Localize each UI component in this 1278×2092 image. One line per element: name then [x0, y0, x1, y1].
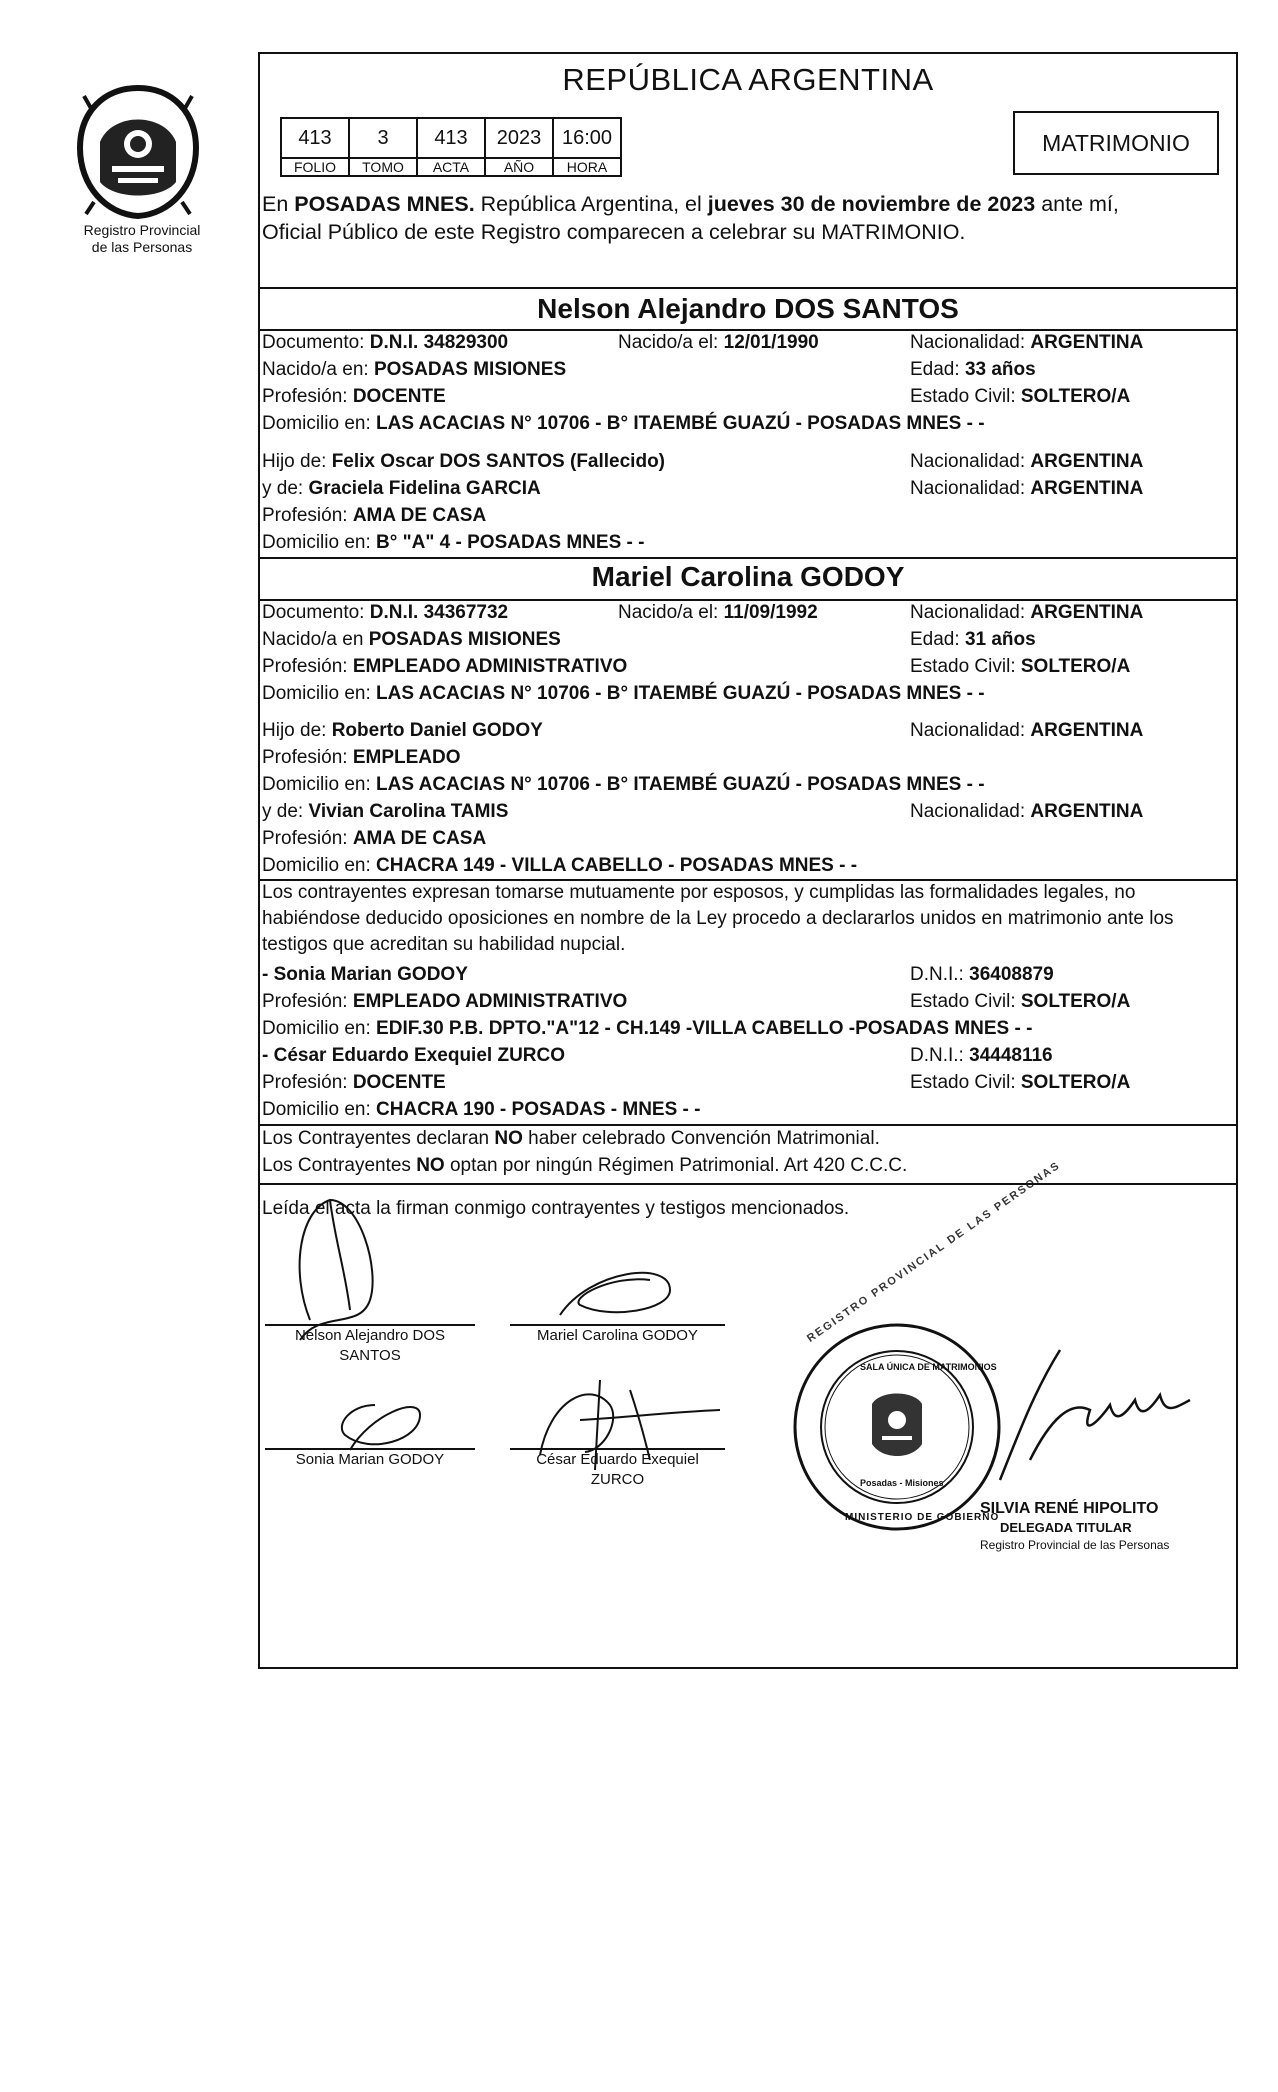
spouse2-mother-address: Domicilio en: CHACRA 149 - VILLA CABELLO - POSADAS MNES - -	[262, 855, 858, 876]
declaration-text: Los contrayentes expresan tomarse mutuamente por esposos, y cumplidas las formalidades legales, no habiéndose deducido oposiciones en nombre de la Ley procedo a declararlos unidos en matrimonio ante los testigos que acreditan su habilidad nupcial.	[262, 882, 1174, 955]
folio-label: FOLIO	[281, 158, 349, 176]
intro-place: POSADAS MNES.	[294, 192, 475, 216]
convention-line1: Los Contrayentes declaran NO haber celebrado Convención Matrimonial.	[262, 1128, 880, 1149]
seal-bottom-text: MINISTERIO DE GOBIERNO	[845, 1512, 1000, 1523]
spouse1-father-nationality: Nacionalidad: ARGENTINA	[910, 451, 1144, 472]
spouse1-name: Nelson Alejandro DOS SANTOS	[537, 293, 959, 324]
anio-value: 2023	[485, 118, 553, 158]
witness2-profession: Profesión: DOCENTE	[262, 1072, 446, 1093]
signature-cesar	[540, 1380, 720, 1470]
officer-name: SILVIA RENÉ HIPOLITO	[980, 1500, 1159, 1517]
signature-label-2: Mariel Carolina GODOY	[537, 1327, 698, 1344]
spouse2-doc: Documento: D.N.I. 34367732	[262, 602, 509, 623]
registry-caption	[62, 222, 222, 256]
spouse2-nationality: Nacionalidad: ARGENTINA	[910, 602, 1144, 623]
signature-nelson	[300, 1200, 373, 1340]
spouse1-age: Edad: 33 años	[910, 359, 1036, 380]
registry-logo	[72, 82, 204, 222]
spouse1-father: Hijo de: Felix Oscar DOS SANTOS (Fallecido)	[262, 451, 666, 472]
spouse2-father-profession: Profesión: EMPLEADO	[262, 747, 461, 768]
signature-sonia	[342, 1405, 420, 1450]
witness2-civil-status: Estado Civil: SOLTERO/A	[910, 1072, 1131, 1093]
tomo-value: 3	[349, 118, 417, 158]
spouse1-birthplace: Nacido/a en: POSADAS MISIONES	[262, 359, 567, 380]
signature-label-3: Sonia Marian GODOY	[295, 1451, 445, 1468]
spouse1-mother-nationality: Nacionalidad: ARGENTINA	[910, 478, 1144, 499]
spouse1-address: Domicilio en: LAS ACACIAS N° 10706 - B° ITAEMBÉ GUAZÚ - POSADAS MNES - -	[262, 413, 985, 434]
spouse1-born: Nacido/a el: 12/01/1990	[618, 332, 819, 353]
folio-value: 413	[281, 118, 349, 158]
spouse2-mother: y de: Vivian Carolina TAMIS	[262, 801, 509, 822]
convention-line2: Los Contrayentes NO optan por ningún Régimen Patrimonial. Art 420 C.C.C.	[262, 1155, 908, 1176]
officer-org: Registro Provincial de las Personas	[980, 1538, 1170, 1552]
officer-signature	[990, 1330, 1210, 1490]
divider	[258, 557, 1238, 559]
witness2-address: Domicilio en: CHACRA 190 - POSADAS - MNES - -	[262, 1099, 701, 1120]
spouse1-mother: y de: Graciela Fidelina GARCIA	[262, 478, 541, 499]
spouse2-mother-profession: Profesión: AMA DE CASA	[262, 828, 487, 849]
spouse2-age: Edad: 31 años	[910, 629, 1036, 650]
spouse2-birthplace: Nacido/a en POSADAS MISIONES	[262, 629, 561, 650]
divider	[258, 287, 1238, 289]
spouse1-profession: Profesión: DOCENTE	[262, 386, 446, 407]
witness1-civil-status: Estado Civil: SOLTERO/A	[910, 991, 1131, 1012]
witness1-dni: D.N.I.: 36408879	[910, 964, 1054, 985]
witness1-name: - Sonia Marian GODOY	[262, 964, 468, 985]
witness1-profession: Profesión: EMPLEADO ADMINISTRATIVO	[262, 991, 628, 1012]
spouse1-parents-address: Domicilio en: B° "A" 4 - POSADAS MNES - -	[262, 532, 645, 553]
officer-title: DELEGADA TITULAR	[1000, 1520, 1132, 1535]
spouse2-father-nationality: Nacionalidad: ARGENTINA	[910, 720, 1144, 741]
spouse2-father-address: Domicilio en: LAS ACACIAS N° 10706 - B° ITAEMBÉ GUAZÚ - POSADAS MNES - -	[262, 774, 985, 795]
act-identifiers	[280, 117, 622, 177]
closing-text: Leída el acta la firman conmigo contrayentes y testigos mencionados.	[262, 1198, 850, 1219]
seal-inner-text: SALA ÚNICA DE MATRIMONIOS	[860, 1362, 997, 1372]
spouse1-doc: Documento: D.N.I. 34829300	[262, 332, 509, 353]
official-seal	[790, 1320, 1005, 1535]
handwritten-signatures	[250, 1180, 810, 1480]
signature-label-4: César Eduardo Exequiel ZURCO	[536, 1451, 699, 1488]
spouse2-profession: Profesión: EMPLEADO ADMINISTRATIVO	[262, 656, 628, 677]
intro-date: jueves 30 de noviembre de 2023	[707, 192, 1036, 216]
seal-ring-text: REGISTRO PROVINCIAL DE LAS PERSONAS	[805, 1159, 1063, 1345]
witness2-name: - César Eduardo Exequiel ZURCO	[262, 1045, 566, 1066]
spouse2-mother-nationality: Nacionalidad: ARGENTINA	[910, 801, 1144, 822]
spouse1-civil-status: Estado Civil: SOLTERO/A	[910, 386, 1131, 407]
spouse2-father: Hijo de: Roberto Daniel GODOY	[262, 720, 543, 741]
witness1-address: Domicilio en: EDIF.30 P.B. DPTO."A"12 - CH.149 -VILLA CABELLO -POSADAS MNES - -	[262, 1018, 1033, 1039]
registry-caption-line2: de las Personas	[91, 239, 193, 255]
spouse2-civil-status: Estado Civil: SOLTERO/A	[910, 656, 1131, 677]
spouse1-mother-profession: Profesión: AMA DE CASA	[262, 505, 487, 526]
document-title: REPÚBLICA ARGENTINA	[562, 62, 934, 97]
tomo-label: TOMO	[349, 158, 417, 176]
signature-label-1: Nelson Alejandro DOS SANTOS	[294, 1327, 446, 1364]
registry-caption-line1: Registro Provincial	[83, 222, 201, 238]
hora-value: 16:00	[553, 118, 621, 158]
spouse1-nationality: Nacionalidad: ARGENTINA	[910, 332, 1144, 353]
hora-label: HORA	[553, 158, 621, 176]
witness2-dni: D.N.I.: 34448116	[910, 1045, 1053, 1066]
spouse2-name: Mariel Carolina GODOY	[591, 561, 905, 592]
spouse2-address: Domicilio en: LAS ACACIAS N° 10706 - B° ITAEMBÉ GUAZÚ - POSADAS MNES - -	[262, 683, 985, 704]
signature-mariel	[560, 1273, 670, 1315]
intro-text: En POSADAS MNES. República Argentina, el jueves 30 de noviembre de 2023 ante mí, Oficial Público de este Registro comparecen a celebrar su MATRIMONIO.	[262, 192, 1119, 244]
acta-value: 413	[417, 118, 485, 158]
acta-label: ACTA	[417, 158, 485, 176]
seal-city-text: Posadas - Misiones	[860, 1478, 944, 1488]
anio-label: AÑO	[485, 158, 553, 176]
act-type-box: MATRIMONIO	[1013, 111, 1219, 175]
spouse2-born: Nacido/a el: 11/09/1992	[618, 602, 818, 623]
